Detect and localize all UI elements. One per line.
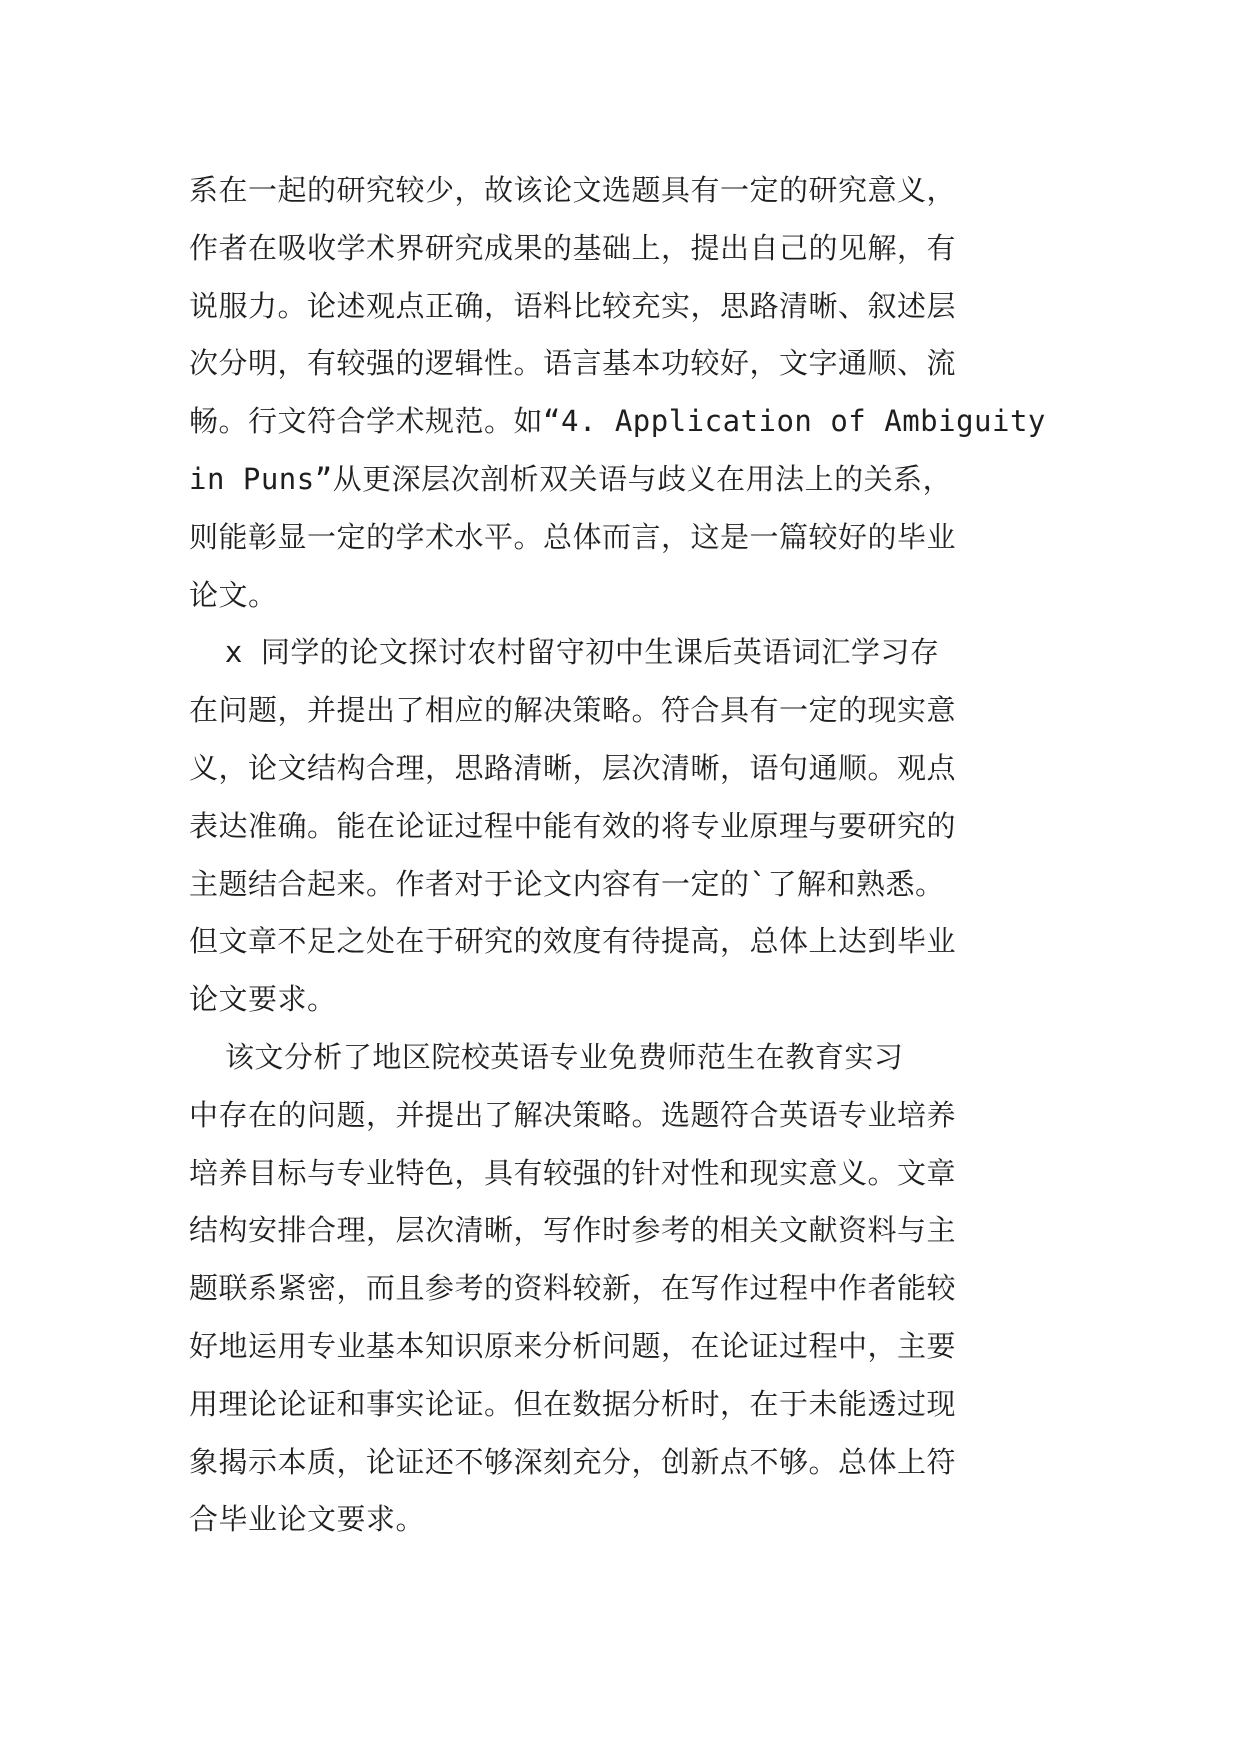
text-line: 畅。行文符合学术规范。如“4. Application of Ambiguity xyxy=(189,404,1046,439)
paragraph-3 xyxy=(189,1029,1049,1549)
text-line: 题联系紧密，而且参考的资料较新，在写作过程中作者能较 xyxy=(189,1271,957,1306)
text-line: 则能彰显一定的学术水平。总体而言，这是一篇较好的毕业 xyxy=(189,519,957,554)
text-line: 说服力。论述观点正确，语料比较充实，思路清晰、叙述层 xyxy=(189,288,957,323)
text-line: 在问题，并提出了相应的解决策略。符合具有一定的现实意 xyxy=(189,693,957,728)
paragraph-1 xyxy=(189,162,1049,624)
text-line: 合毕业论文要求。 xyxy=(189,1502,426,1537)
text-line: 主题结合起来。作者对于论文内容有一定的`了解和熟悉。 xyxy=(189,866,945,901)
text-line: 但文章不足之处在于研究的效度有待提高，总体上达到毕业 xyxy=(189,924,957,959)
text-line: 论文要求。 xyxy=(189,982,337,1017)
text-line: 中存在的问题，并提出了解决策略。选题符合英语专业培养 xyxy=(189,1097,957,1132)
text-line: 结构安排合理，层次清晰，写作时参考的相关文献资料与主 xyxy=(189,1213,957,1248)
text-line: 该文分析了地区院校英语专业免费师范生在教育实习 xyxy=(189,1039,904,1074)
text-line: 表达准确。能在论证过程中能有效的将专业原理与要研究的 xyxy=(189,808,957,843)
text-line: in Puns”从更深层次剖析双关语与歧义在用法上的关系， xyxy=(189,461,953,496)
text-line: 作者在吸收学术界研究成果的基础上，提出自己的见解，有 xyxy=(189,230,957,265)
text-line: 系在一起的研究较少，故该论文选题具有一定的研究意义， xyxy=(189,173,957,207)
text-line: 义，论文结构合理，思路清晰，层次清晰，语句通顺。观点 xyxy=(189,750,957,785)
text-line: 培养目标与专业特色，具有较强的针对性和现实意义。文章 xyxy=(189,1155,957,1190)
text-line: x 同学的论文探讨农村留守初中生课后英语词汇学习存 xyxy=(189,635,940,670)
document-body xyxy=(189,162,1049,1549)
text-line: 用理论论证和事实论证。但在数据分析时，在于未能透过现 xyxy=(189,1386,957,1421)
text-line: 象揭示本质，论证还不够深刻充分，创新点不够。总体上符 xyxy=(189,1444,957,1479)
paragraph-2 xyxy=(189,624,1049,1029)
text-line: 论文。 xyxy=(189,577,278,612)
text-line: 好地运用专业基本知识原来分析问题，在论证过程中，主要 xyxy=(189,1328,957,1363)
text-line: 次分明，有较强的逻辑性。语言基本功较好，文字通顺、流 xyxy=(189,346,957,381)
